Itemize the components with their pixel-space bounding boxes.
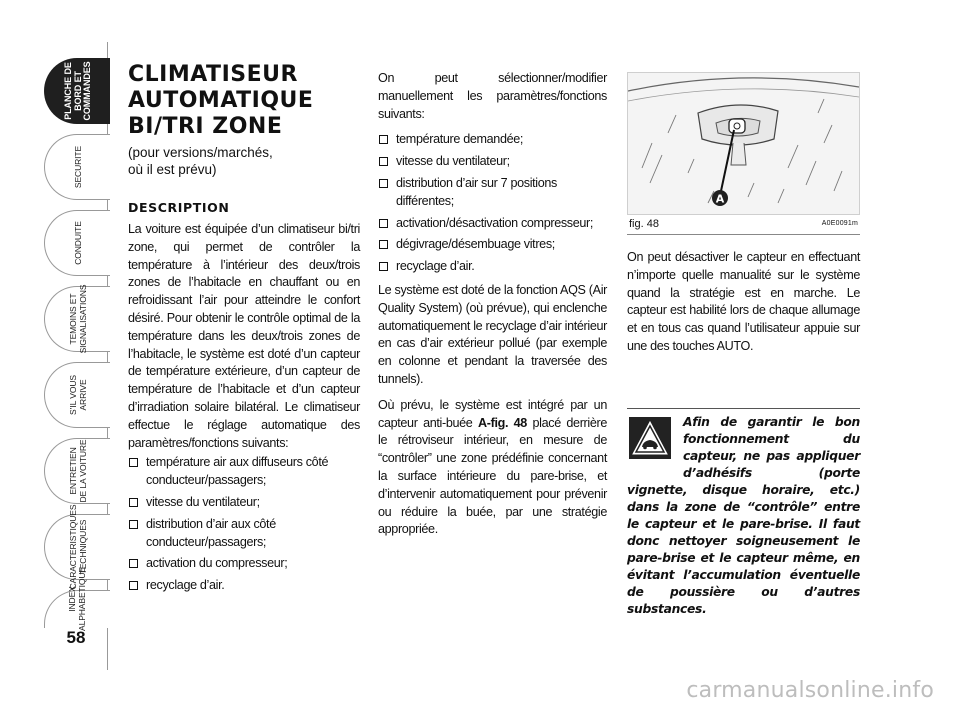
auto-functions-list xyxy=(128,454,360,595)
title-line: CLIMATISEUR xyxy=(128,62,298,87)
tab-label: TEMOINS ET SIGNALISATIONS xyxy=(67,284,88,354)
checkbox-bullet-icon xyxy=(379,240,388,249)
figure-label: fig. 48 xyxy=(629,218,659,230)
column-1 xyxy=(128,62,360,599)
tab-label: INDEX ALPHABETIQUE xyxy=(67,567,87,632)
checkbox-bullet-icon xyxy=(129,458,138,467)
subtitle-line: où il est prévu) xyxy=(128,162,217,177)
tab-temoins[interactable] xyxy=(44,286,110,352)
tab-planche-de-bord[interactable] xyxy=(44,58,110,124)
section-heading: DESCRIPTION xyxy=(128,200,230,215)
tab-entretien[interactable] xyxy=(44,438,110,504)
antifog-paragraph: Où prévu, le système est intégré par un capteur anti-buée A-fig. 48 placé derrière le rétroviseur intérieur, en mesure de “contrôler” une zone prédéfinie concernant la surface intérieure du pare-brise, et d’intervenir automatiquement pour prévenir ou réduire la buée, par une stratégie appropriée. xyxy=(378,397,607,537)
figure-reference: A-fig. 48 xyxy=(478,415,527,430)
aqs-paragraph: Le système est doté de la fonction AQS (Air Quality System) (où prévue), qui enclenche automatiquement le recyclage d’air intérieur en cas d’air extérieur pollué (par exemple en colonne et pendant la traversée des tunnels). xyxy=(378,282,607,386)
rearview-mirror-sensor-illustration xyxy=(628,73,859,214)
warning-box xyxy=(627,408,860,618)
figure-code: A0E0091m xyxy=(821,220,858,227)
tab-label: S’IL VOUS ARRIVE xyxy=(67,375,88,415)
tab-label: SECURITE xyxy=(72,145,83,189)
list-item: recyclage d’air. xyxy=(378,258,607,276)
callout-a-label: A xyxy=(715,192,725,206)
list-item: recyclage d’air. xyxy=(128,577,360,595)
tab-label: PLANCHE DE BORD ET COMMANDES xyxy=(62,61,92,121)
deactivation-paragraph: On peut désactiver le capteur en effectuant n’importe quelle manualité sur le système quand la stratégie est en marche. Le capteur est habilité lors de chaque allumage et en tous cas quand l’utilisateur appuie sur une des touches AUTO. xyxy=(627,250,860,353)
list-item: température demandée; xyxy=(378,131,607,149)
sensor-figure xyxy=(627,72,860,215)
tab-securite[interactable] xyxy=(44,134,110,200)
tab-conduite[interactable] xyxy=(44,210,110,276)
column-3 xyxy=(627,72,860,356)
checkbox-bullet-icon xyxy=(379,219,388,228)
list-item: distribution d’air sur 7 positions différentes; xyxy=(378,175,607,211)
title-line: BI/TRI ZONE xyxy=(128,114,283,139)
list-item: activation/désactivation compresseur; xyxy=(378,215,607,233)
column-2 xyxy=(378,70,607,547)
tab-label: ENTRETIEN DE LA VOITURE xyxy=(67,439,88,503)
page-title xyxy=(128,62,360,140)
list-item: activation du compresseur; xyxy=(128,555,360,573)
checkbox-bullet-icon xyxy=(129,581,138,590)
checkbox-bullet-icon xyxy=(379,179,388,188)
watermark: carmanualsonline.info xyxy=(686,678,934,703)
list-item: distribution d’air aux côté conducteur/passagers; xyxy=(128,516,360,552)
list-item: vitesse du ventilateur; xyxy=(378,153,607,171)
chapter-sidebar xyxy=(0,0,112,709)
page-subtitle xyxy=(128,144,360,178)
checkbox-bullet-icon xyxy=(129,520,138,529)
warning-triangle-icon xyxy=(629,417,671,459)
manual-intro-paragraph: On peut sélectionner/modifier manuellement les paramètres/fonctions suivants: xyxy=(378,71,607,121)
checkbox-bullet-icon xyxy=(129,559,138,568)
list-item: vitesse du ventilateur; xyxy=(128,494,360,512)
checkbox-bullet-icon xyxy=(379,135,388,144)
figure-caption xyxy=(627,218,860,235)
tab-label: CONDUITE xyxy=(72,221,83,265)
warning-text: Afin de garantir le bon fonctionnement du capteur, ne pas appliquer d’adhésifs (porte vignette, disque horaire, etc.) dans la zone de “contrôle” entre le capteur et le pare-brise. Il faut donc nettoyer soigneusement le pare-brise et le capteur même, en évitant l’accumulation éventuelle de poussière ou d’autres substances. xyxy=(627,415,860,616)
checkbox-bullet-icon xyxy=(379,262,388,271)
manual-functions-list xyxy=(378,131,607,276)
tab-sil-vous-arrive[interactable] xyxy=(44,362,110,428)
description-paragraph: La voiture est équipée d’un climatiseur bi/tri zone, qui permet de contrôler la température à l’intérieur des deux/trois zones de l’habitacle en chauffant ou en refroidissant l’air pour atteindre le confort désiré. Pour obtenir le contrôle optimal de la température dans les deux/trois zones de l’habitacle, le système est doté d’un capteur de température extérieure, d’un capteur de température de l’habitacle et d’un capteur d’irradiation solaire bilatéral. Le climatiseur effectue le réglage automatique des paramètres/fonctions suivants: xyxy=(128,222,360,450)
tab-index-label-area xyxy=(44,552,110,632)
checkbox-bullet-icon xyxy=(379,157,388,166)
list-item: température air aux diffuseurs côté conducteur/passagers; xyxy=(128,454,360,490)
title-line: AUTOMATIQUE xyxy=(128,88,314,113)
page-number: 58 xyxy=(66,628,86,647)
subtitle-line: (pour versions/marchés, xyxy=(128,145,273,160)
checkbox-bullet-icon xyxy=(129,498,138,507)
list-item: dégivrage/désembuage vitres; xyxy=(378,236,607,254)
tab-label: CARACTERISTIQUES TECHNIQUES xyxy=(67,504,88,590)
